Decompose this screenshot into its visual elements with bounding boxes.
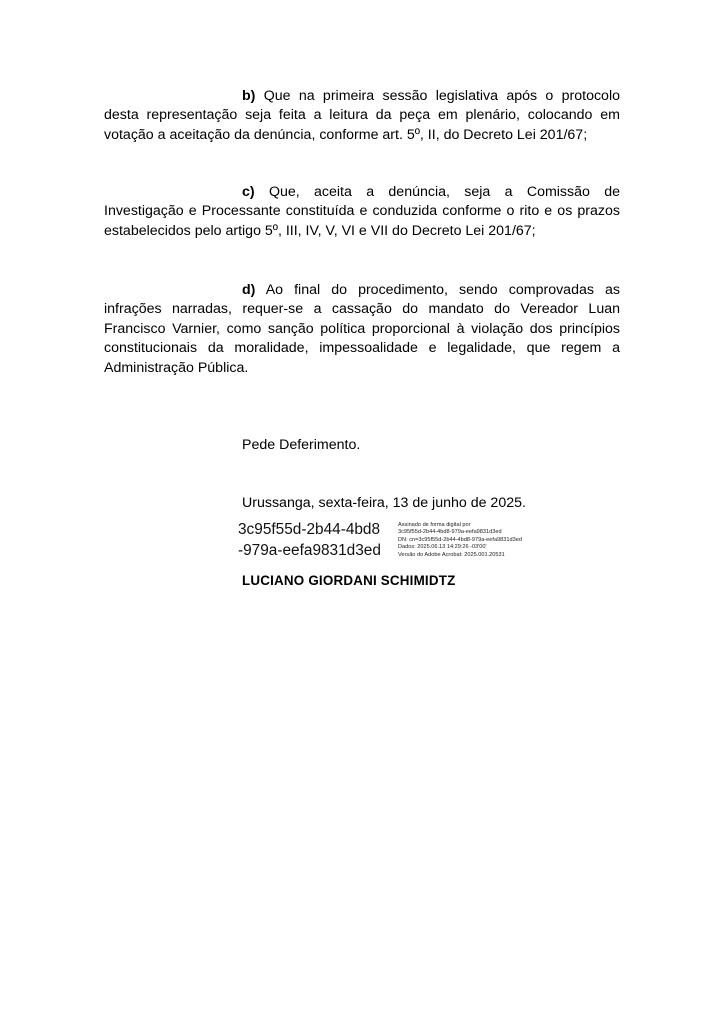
item-text-b: Que na primeira sessão legislativa após o protocolo desta representação seja feita a leitura da peça em plenário, colocando em votação a aceitação da denúncia, conforme art. 5º, II, do Decreto Lei 201/67; (104, 88, 620, 143)
signature-detail-1: Assinado de forma digital por (398, 522, 471, 528)
closing-request: Pede Deferimento. (242, 437, 361, 453)
item-marker-d: d) (242, 282, 256, 298)
signer-name: LUCIANO GIORDANI SCHIMIDTZ (242, 573, 456, 588)
request-item-d (104, 281, 620, 378)
signature-identifier (238, 519, 381, 561)
signature-detail-5: Versão do Adobe Acrobat: 2025.001.20531 (398, 551, 505, 558)
item-text-d: Ao final do procedimento, sendo comprovadas as infrações narradas, requer-se a cassação do mandato do Vereador Luan Francisco Varnier, como sanção política proporcional à violação dos princípios constitucionais da moralidade, impessoalidade e legalidade, que regem a Administração Pública. (104, 282, 620, 376)
request-item-b (104, 87, 620, 145)
signature-identifier-line-2: -979a-eefa9831d3ed (238, 542, 381, 559)
signature-details (398, 522, 522, 559)
signature-detail-3: DN: cn=3c95f55d-2b44-4bd8-979a-eefa9831d3ed (398, 536, 522, 543)
signature-detail-2: 3c95f55d-2b44-4bd8-979a-eefa9831d3ed (398, 529, 502, 536)
item-marker-b: b) (242, 88, 256, 104)
item-text-c: Que, aceita a denúncia, seja a Comissão de Investigação e Processante constituída e conduzida conforme o rito e os prazos estabelecidos pelo artigo 5º, III, IV, V, VI e VII do Decreto Lei 201/67; (104, 184, 620, 239)
request-item-c (104, 183, 620, 241)
item-marker-c: c) (242, 184, 255, 200)
digital-signature-block[interactable] (238, 519, 558, 567)
signature-identifier-line-1: 3c95f55d-2b44-4bd8 (238, 521, 381, 538)
signature-detail-4: Dados: 2025.06.13 14:29:26 -03'00' (398, 544, 487, 551)
place-and-date: Urussanga, sexta-feira, 13 de junho de 2025. (242, 495, 526, 511)
